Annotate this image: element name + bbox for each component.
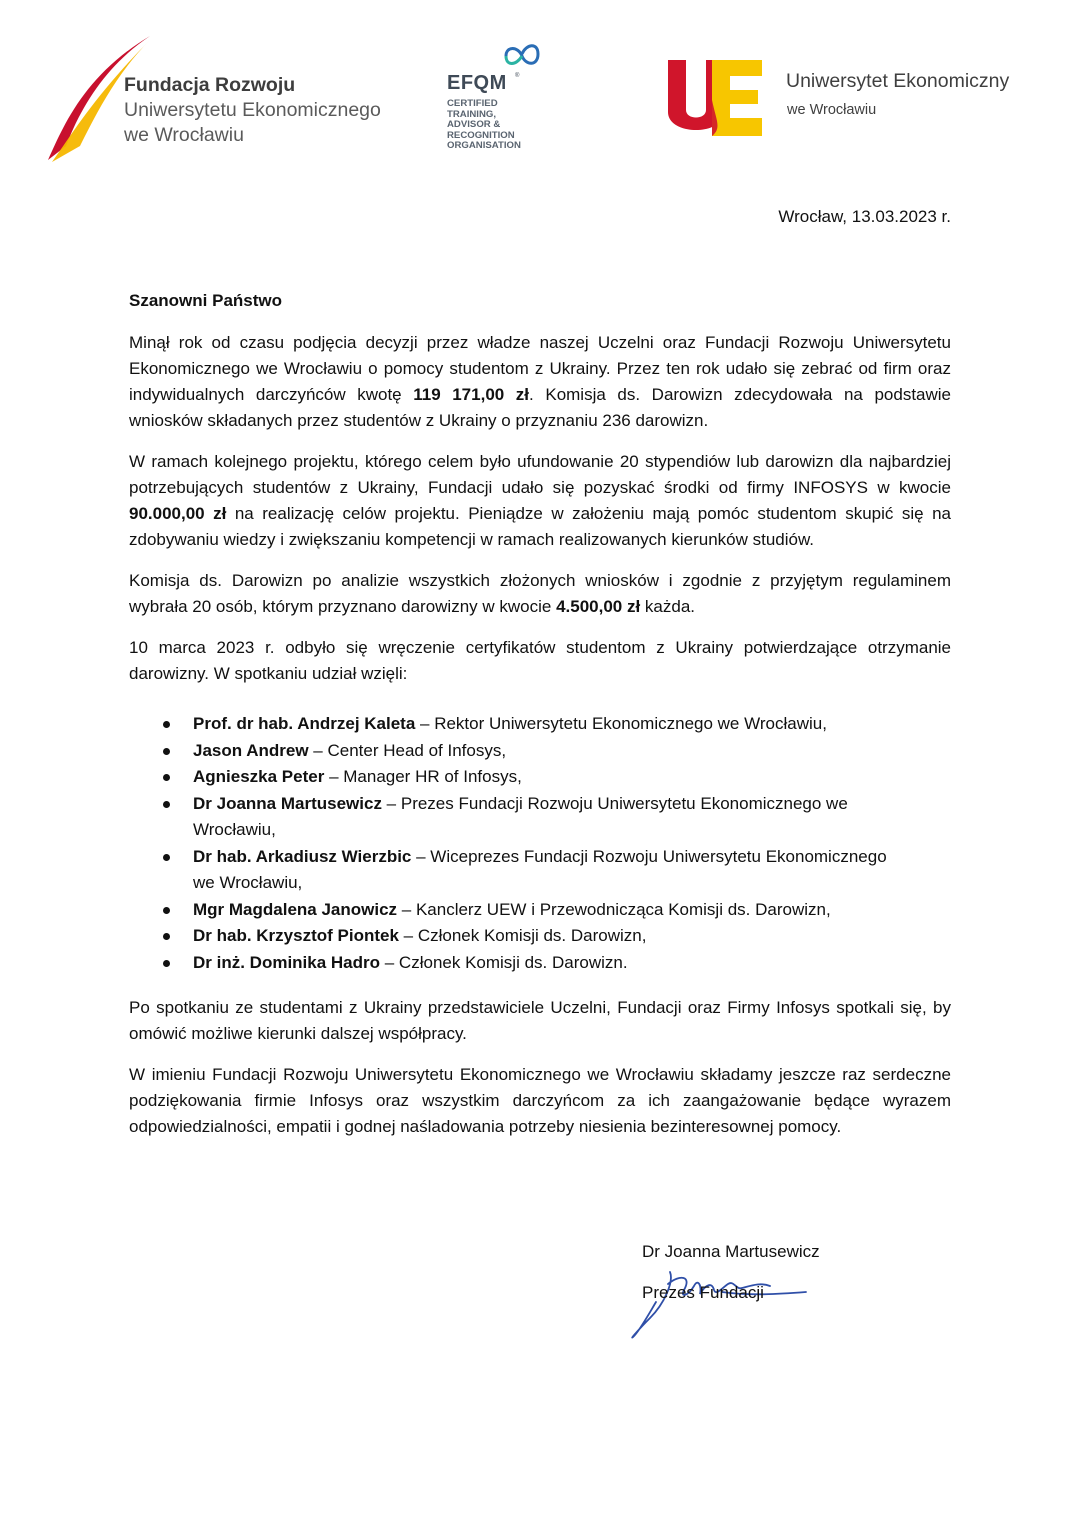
letter-date: Wrocław, 13.03.2023 r. (778, 207, 951, 226)
list-item (193, 791, 951, 844)
attendee-name: Dr hab. Krzysztof Piontek (193, 926, 399, 945)
paragraph-text: W ramach kolejnego projektu, którego celem było ufundowanie 20 stypendiów lub darowizn dla najbardziej potrzebujących studentów z Ukrainy, Fundacji udało się pozyskać środki od firmy INFOSYS w kwocie (129, 452, 951, 497)
fundacja-logo (46, 34, 406, 166)
efqm-trademark: ® (515, 73, 520, 79)
fundacja-name-line1: Fundacja Rozwoju (124, 74, 296, 96)
signatory-role: Prezes Fundacji (642, 1283, 764, 1302)
attendee-name: Jason Andrew (193, 740, 309, 760)
efqm-logo (446, 40, 546, 160)
paragraph-text: każda. (640, 597, 696, 616)
attendee-role: – Manager HR of Infosys, (324, 767, 522, 786)
ue-name: Uniwersytet Ekonomiczny (786, 70, 1010, 92)
attendee-role: – Kanclerz UEW i Przewodnicząca Komisji ds. Darowizn, (397, 899, 831, 919)
paragraph-1 (129, 330, 951, 434)
list-item (193, 950, 951, 977)
paragraph-text: . Komisja ds. Darowizn zdecydowała na podstawie wniosków składanych przez studentów z Ukrainy o przyznaniu 236 darowizn. (129, 385, 952, 430)
list-item (193, 764, 951, 791)
attendee-name: Dr hab. Arkadiusz Wierzbic (193, 846, 412, 866)
attendee-name: Mgr Magdalena Janowicz (193, 899, 398, 919)
efqm-sub-line: RECOGNITION (447, 129, 515, 141)
attendee-role: – Członek Komisji ds. Darowizn, (398, 926, 647, 945)
amount-highlight: 119 171,00 zł (413, 385, 530, 404)
list-item (193, 711, 951, 738)
paragraph-3 (129, 568, 951, 620)
attendee-name: Dr Joanna Martusewicz (193, 793, 382, 813)
letter-body (129, 288, 951, 1155)
signature-block (600, 1240, 860, 1340)
paragraph-4: 10 marca 2023 r. odbyło się wręczenie certyfikatów studentom z Ukrainy potwierdzające otrzymanie darowizny. W spotkaniu udział wzięli: (129, 638, 951, 683)
paragraph-text: na realizację celów projektu. Pieniądze w założeniu mają pomóc studentom skupić się na zdobywaniu wiedzy i zwiększaniu kompetencji w ramach realizowanych kierunków studiów. (129, 504, 952, 549)
ue-logo (666, 56, 1046, 146)
efqm-subtitle (447, 99, 521, 152)
letterhead (0, 0, 1080, 180)
amount-highlight: 90.000,00 zł (129, 504, 227, 523)
signatory-name: Dr Joanna Martusewicz (642, 1242, 820, 1261)
fundacja-name-line2: Uniwersytetu Ekonomicznego (124, 99, 381, 121)
attendee-role: – Wiceprezes Fundacji Rozwoju Uniwersytetu Ekonomicznego we Wrocławiu, (193, 846, 887, 892)
attendees-list (129, 711, 951, 976)
attendee-role: – Center Head of Infosys, (308, 740, 507, 760)
list-item (193, 844, 951, 897)
list-item (193, 738, 951, 765)
efqm-sub-line: TRAINING, (447, 108, 497, 120)
paragraph-5: Po spotkaniu ze studentami z Ukrainy przedstawiciele Uczelni, Fundacji oraz Firmy Infosys spotkali się, by omówić możliwe kierunki dalszej współpracy. (129, 998, 951, 1043)
attendee-role: – Członek Komisji ds. Darowizn. (380, 952, 628, 972)
list-item (193, 923, 951, 950)
paragraph-6: W imieniu Fundacji Rozwoju Uniwersytetu Ekonomicznego we Wrocławiu składamy jeszcze raz serdeczne podziękowania firmie Infosys oraz wszystkim darczyńcom za ich zaangażowanie będące wyrazem odpowiedzialności, empatii i godnej naśladowania potrzeby niesienia bezinteresownej pomocy. (129, 1065, 951, 1136)
efqm-sub-line: ADVISOR & (447, 119, 501, 130)
paragraph-text: Minął rok od czasu podjęcia decyzji przez władze naszej Uczelni oraz Fundacji Rozwoju Uniwersytetu Ekonomicznego we Wrocławiu o pomocy studentom z Ukrainy. Przez ten rok udało się zebrać od firm oraz indywidualnych darczyńców kwotę (129, 333, 951, 404)
attendee-name: Agnieszka Peter (193, 767, 325, 786)
efqm-wordmark: EFQM (447, 72, 507, 94)
attendee-name: Prof. dr hab. Andrzej Kaleta (193, 714, 416, 733)
attendee-name: Dr inż. Dominika Hadro (193, 952, 381, 972)
amount-highlight: 4.500,00 zł (556, 597, 641, 616)
paragraph-2 (129, 449, 951, 553)
efqm-sub-line: ORGANISATION (447, 140, 521, 151)
efqm-infinity-icon (446, 40, 546, 72)
paragraph-text: Komisja ds. Darowizn po analizie wszystkich złożonych wniosków i zgodnie z przyjętym regulaminem wybrała 20 osób, którym przyznano darowizny w kwocie (129, 571, 951, 616)
attendee-role: – Rektor Uniwersytetu Ekonomicznego we Wrocławiu, (415, 714, 827, 733)
fundacja-name-line3: we Wrocławiu (124, 124, 244, 146)
fundacja-name (124, 73, 381, 148)
efqm-sub-line: CERTIFIED (447, 98, 498, 109)
ue-monogram-icon (666, 56, 766, 142)
list-item (193, 897, 951, 924)
ue-city: we Wrocławiu (787, 102, 877, 118)
attendee-role: – Prezes Fundacji Rozwoju Uniwersytetu Ekonomicznego we Wrocławiu, (193, 793, 848, 839)
salutation: Szanowni Państwo (129, 291, 283, 310)
